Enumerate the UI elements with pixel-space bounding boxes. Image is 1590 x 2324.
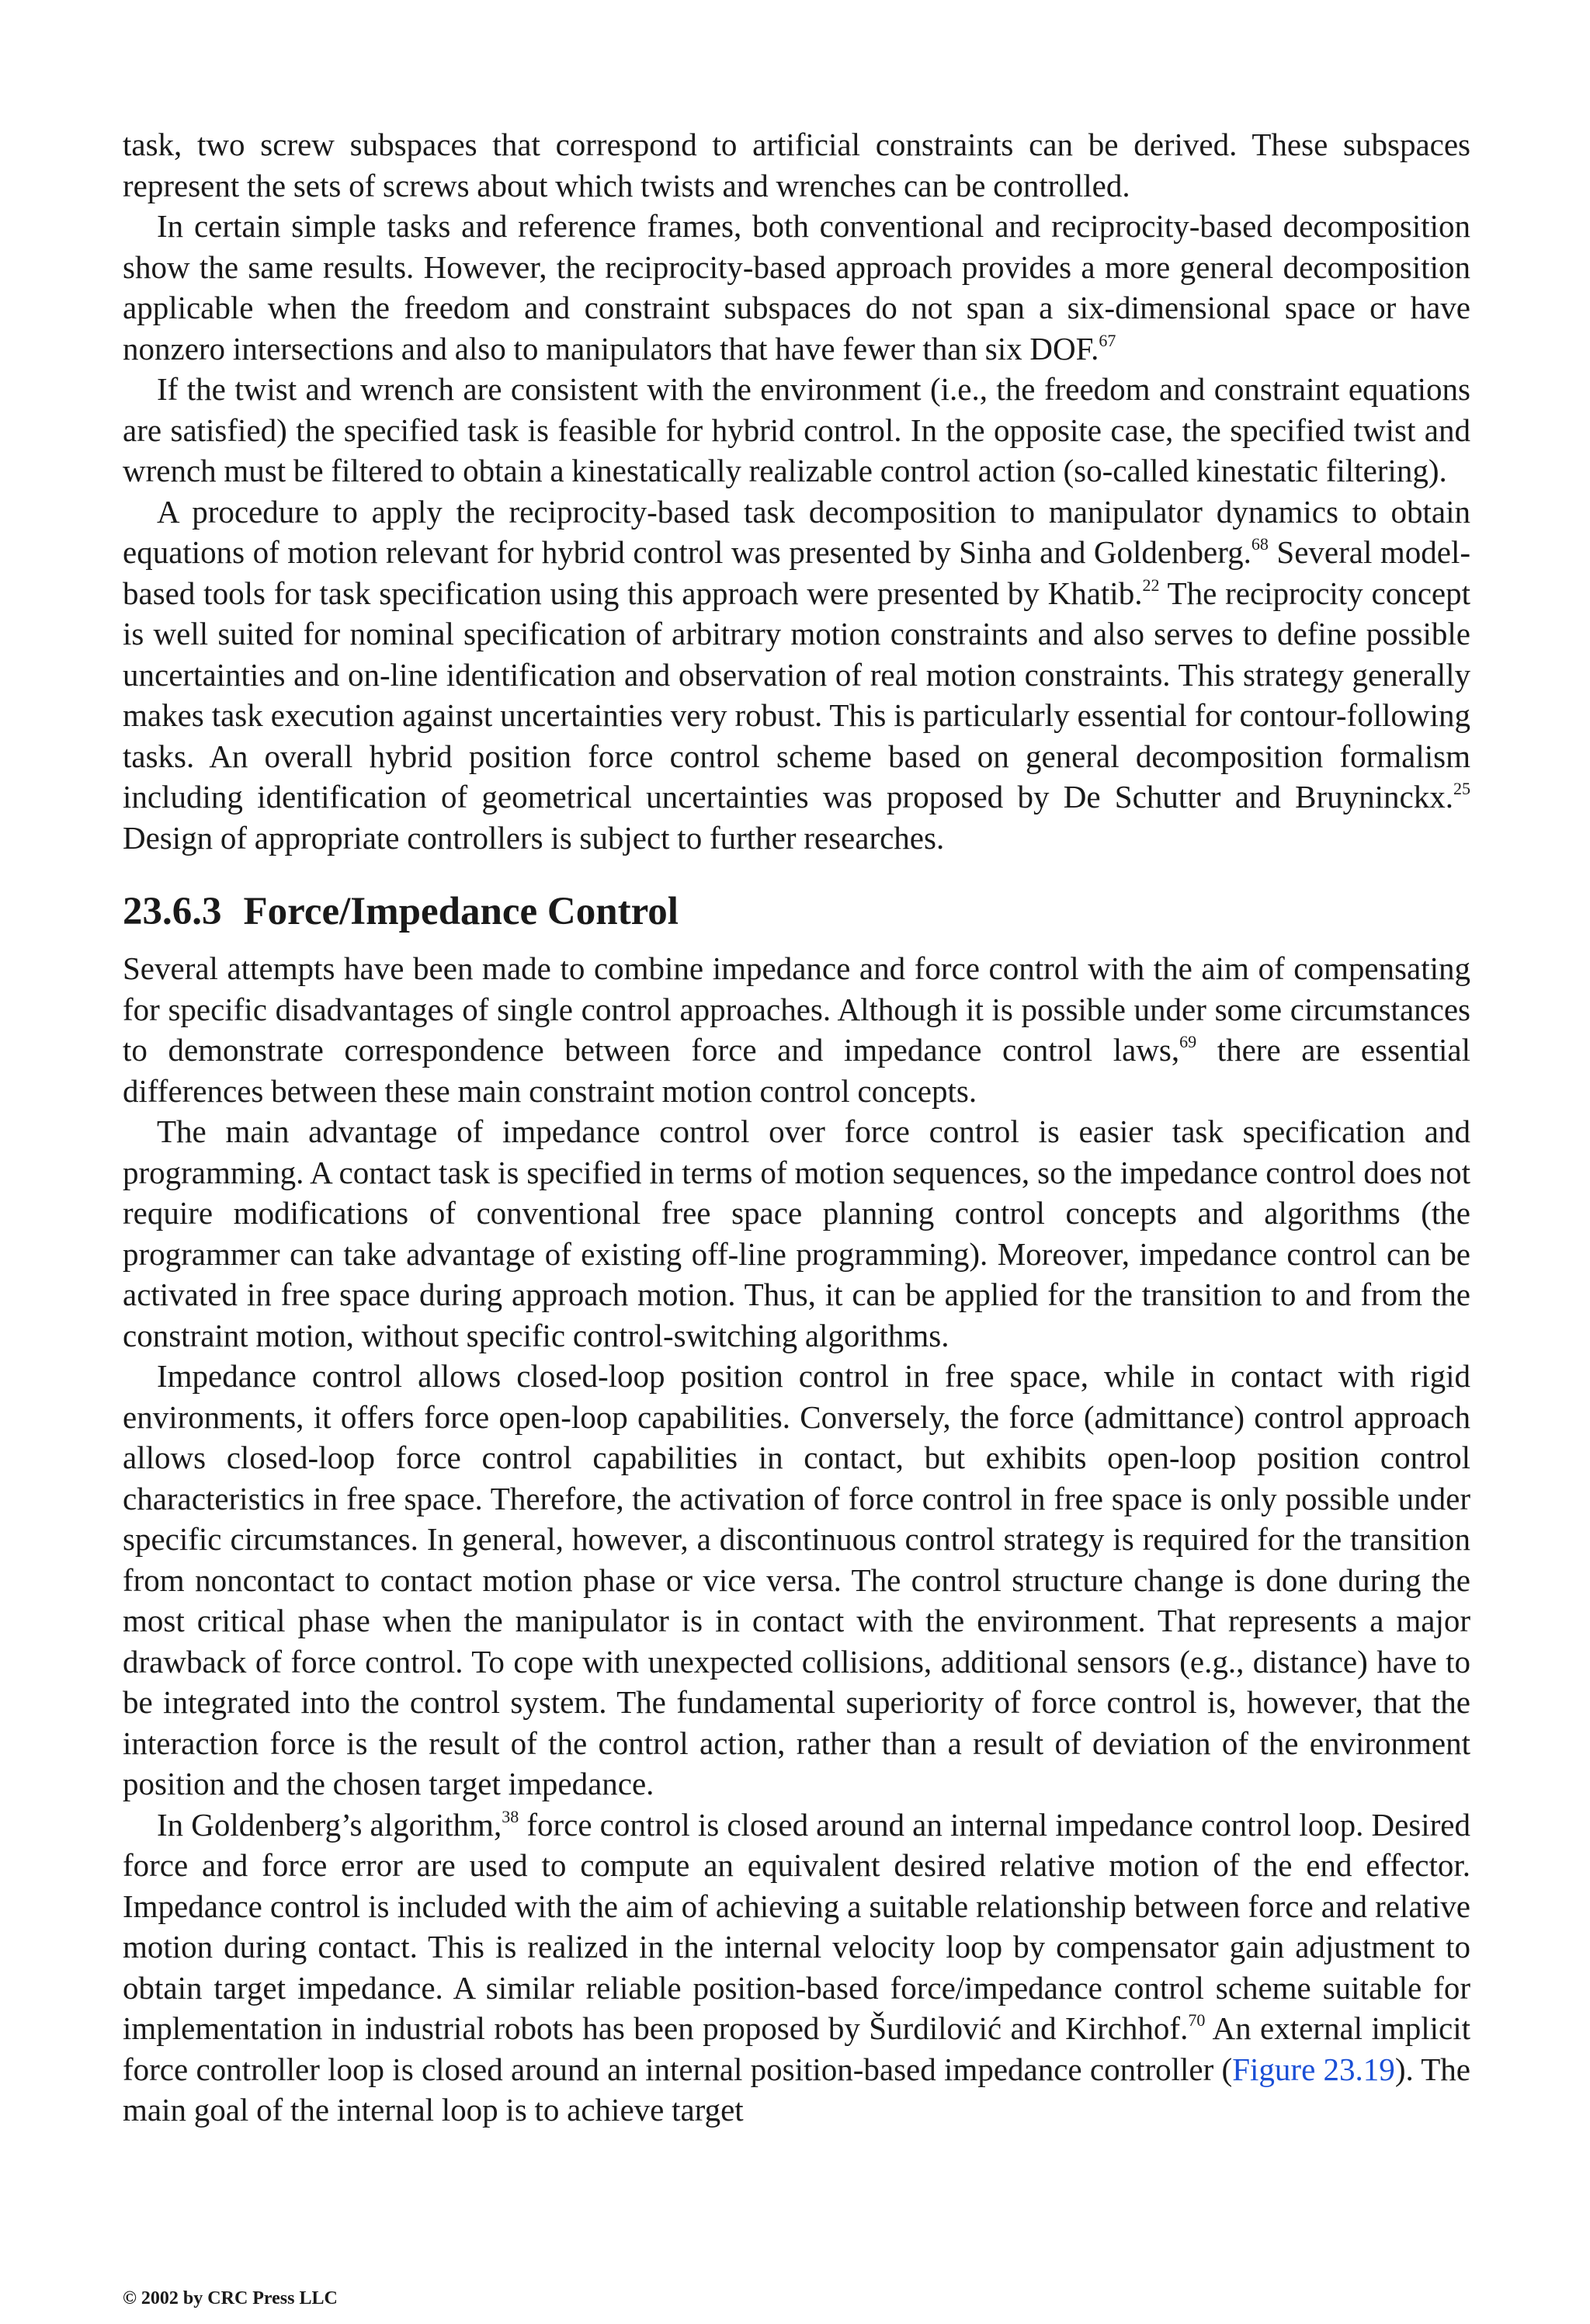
paragraph-text: The main advantage of impedance control over force control is easier task specification and programming. A contact task is specified in terms of motion sequences, so the impedance control does not require modifications of conventional free space planning control concepts and algorithms (the programmer can take advantage of existing off-line programming). Moreover, impedance control can be activated in free space during approach motion. Thus, it can be applied for the transition to and from the constraint motion, without specific control-switching algorithms. [123, 1113, 1470, 1353]
paragraph-text: Design of appropriate controllers is subject to further researches. [123, 819, 945, 856]
paragraph-text: force control is closed around an internal impedance control loop. Desired force and force error are used to compute an equivalent desired relative motion of the end effector. Impedance control is included with the aim of achieving a suitable relationship between force and relative motion during contact. This is realized in the internal velocity loop by compensator gain adjustment to obtain target impedance. A similar reliable position-based force/impedance control scheme suitable for implementation in industrial robots has been proposed by Šurdilović and Kirchhof. [123, 1806, 1470, 2046]
citation-ref: 67 [1099, 330, 1116, 350]
citation-ref: 25 [1453, 779, 1470, 798]
citation-ref: 70 [1188, 2010, 1206, 2030]
paragraph [123, 1356, 1470, 1805]
section-number: 23.6.3 [123, 890, 222, 933]
paragraph-text: A procedure to apply the reciprocity-based task decomposition to manipulator dynamics to obtain equations of motion relevant for hybrid control was presented by Sinha and Goldenberg. [123, 493, 1470, 570]
paragraph [123, 206, 1470, 369]
paragraph-text: If the twist and wrench are consistent with the environment (i.e., the freedom and constraint equations are satisfied) the specified task is feasible for hybrid control. In the opposite case, the specified twist and wrench must be filtered to obtain a kinestatically realizable control action (so-called kinestatic filtering). [123, 371, 1470, 488]
paragraph-text: In certain simple tasks and reference frames, both conventional and reciprocity-based decomposition show the same results. However, the reciprocity-based approach provides a more general decomposition applicable when the freedom and constraint subspaces do not span a six-dimensional space or have nonzero intersections and also to manipulators that have fewer than six DOF. [123, 208, 1470, 366]
citation-ref: 68 [1251, 534, 1269, 554]
section-title: Force/Impedance Control [243, 890, 679, 933]
paragraph-text: task, two screw subspaces that correspond to artificial constraints can be derived. These subspaces represent the sets of screws about which twists and wrenches can be controlled. [123, 127, 1470, 203]
paragraph-text: there are essential differences between these main constraint motion control concepts. [123, 1032, 1470, 1109]
paragraph-text: Several model-based tools for task specification using this approach were presented by Khatib. [123, 534, 1470, 611]
paragraph [123, 1111, 1470, 1356]
citation-ref: 69 [1179, 1032, 1197, 1051]
paragraph-text: Several attempts have been made to combine impedance and force control with the aim of compensating for specific disadvantages of single control approaches. Although it is possible under some circumstances to demonstrate correspondence between force and impedance control laws, [123, 950, 1470, 1068]
paragraph [123, 124, 1470, 206]
section-heading [123, 886, 1470, 937]
paragraph-text: The reciprocity concept is well suited for nominal specification of arbitrary motion constraints and also serves to define possible uncertainties and on-line identification and observation of real motion constraints. This strategy generally makes task execution against uncertainties very robust. This is particularly essential for contour-following tasks. An overall hybrid position force control scheme based on general decomposition formalism including identification of geometrical uncertainties was proposed by De Schutter and Bruyninckx. [123, 575, 1470, 815]
paragraph [123, 369, 1470, 492]
citation-ref: 22 [1142, 575, 1160, 595]
figure-link[interactable]: Figure 23.19 [1232, 2051, 1395, 2087]
paragraph-text: In Goldenberg’s algorithm, [157, 1806, 502, 1843]
page-content [123, 124, 1470, 2131]
paragraph [123, 948, 1470, 1111]
copyright-footer: © 2002 by CRC Press LLC [123, 2288, 338, 2308]
paragraph-text: An external implicit force controller loop is closed around an internal position-based impedance controller ( [123, 2010, 1470, 2087]
paragraph [123, 1805, 1470, 2131]
paragraph-text: ). The main goal of the internal loop is to achieve target [123, 2051, 1471, 2128]
paragraph [123, 492, 1470, 859]
paragraph-text: Impedance control allows closed-loop position control in free space, while in contact with rigid environments, it offers force open-loop capabilities. Conversely, the force (admittance) control approach allows closed-loop force control capabilities in contact, but exhibits open-loop position control characteristics in free space. Therefore, the activation of force control in free space is only possible under specific circumstances. In general, however, a discontinuous control strategy is required for the transition from noncontact to contact motion phase or vice versa. The control structure change is done during the most critical phase when the manipulator is in contact with the environment. That represents a major drawback of force control. To cope with unexpected collisions, additional sensors (e.g., distance) have to be integrated into the control system. The fundamental superiority of force control is, however, that the interaction force is the result of the control action, rather than a result of deviation of the environment position and the chosen target impedance. [123, 1358, 1470, 1801]
citation-ref: 38 [502, 1806, 519, 1826]
